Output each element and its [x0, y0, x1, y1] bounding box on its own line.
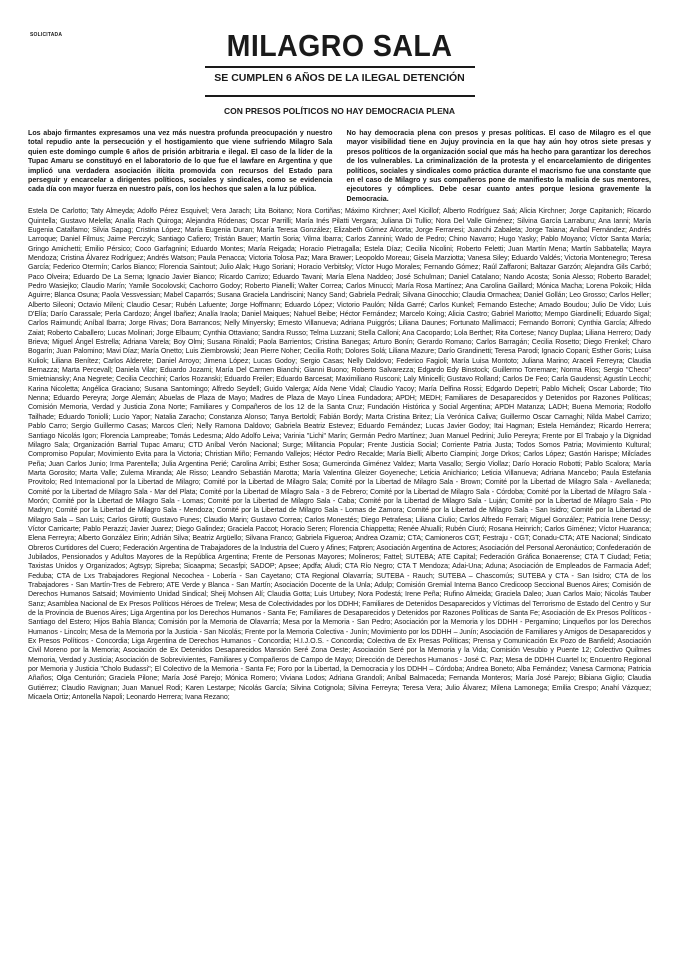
- subtitle-rule: [205, 95, 475, 97]
- page-title: MILAGRO SALA: [226, 28, 453, 63]
- title-rule: [205, 66, 475, 68]
- subtitle: SE CUMPLEN 6 AÑOS DE LA ILEGAL DETENCIÓN: [214, 72, 465, 84]
- tagline: CON PRESOS POLÍTICOS NO HAY DEMOCRACIA PLENA: [223, 106, 456, 116]
- section-tag: SOLICITADA: [30, 32, 63, 38]
- header: [28, 28, 651, 117]
- intro-right-paragraph: No hay democracia plena con presos y presas políticas. El caso de Milagro es el que mayor visibilidad tiene en Jujuy provincia en la que hay aún hoy otros siete presas y presos políticos de la organización social que más ha hecho para garantizar los derechos de los vulnerables. La criminalización de la protesta y el encarcelamiento de dirigentes políticos, sociales y sindicales como práctica durante el macrismo fue una constante que en el caso de Milagro y sus compañeros pone de manifiesto la malicia de sus mentores, ejecutores y cómplices. Debe cesar cuanto antes porque lesiona gravemente la Democracia.: [346, 129, 651, 203]
- intro-left-paragraph: Los abajo firmantes expresamos una vez más nuestra profunda preocupación y nuestro total repudio ante la persecución y el hostigamiento que viene sufriendo Milagro Sala quien este domingo cumple 6 años de prisión arbitraria e ilegal. El caso de la líder de la Tupac Amaru se constituyó en el laboratorio de lo que fue el lawfare en Argentina y que implicó una verdadera asociación ilícita promovida con recursos del Estado para perseguir y encarcelar a dirigentes políticos, sociales y sindicales, como se evidencia cada día con mayor fuerza en nuestro país, con los hechos que salen a la luz pública.: [28, 129, 333, 194]
- signatories-list: Estela De Carlotto; Taty Almeyda; Adolfo Pérez Esquivel; Vera Jarach; Lita Boitano; Nora Cortiñas; Máximo Kirchner; Axel Kicillof; Alberto Rodríguez Saá; Alicia Kirchner; Jorge Capitanich; Ricardo Quintella; Gustavo Melella; Analía Rach Quiroga; Alejandra Ródenas; Oscar Parrilli; María Inés Pilatti Vergara; Juliana Di Tullio; Nora Del Valle Giménez; Silvina García Larraburu; Ana Ianni; María Eugenia Catalfamo; Silvia Sapag; Cristina López; María Eugenia Duran; María Teresa González; Elizabeth Gómez Alcorta; Jorge Ferraresi; Juanchi Zabaleta; Jorge Taiana; Aníbal Fernández; Andrés Larroque; Daniel Filmus; Jaime Perczyk; Santiago Cafiero; Tristán Bauer; Martín Soria; Vilma Ibarra; Carlos Zannini; Wado de Pedro; Chino Navarro; Hugo Yasky; Pablo Moyano; Víctor Santa María; Gringo Amichetti; Emilio Pérsico; Coco Garfagnini; Eduardo Montes; María Reigada; Horacio Pietragalla; Estela Díaz; Cecilia Nicolini; Roberto Feletti; Juan Martín Mena; Martín Sabbatella; Mayra Mendoza; Cristina Álvarez Rodríguez; Andrés Watson; Paula Penacca; Victoria Tolosa Paz; Mara Brawer; Leopoldo Moreau; Gisela Marziotta; Vanesa Siley; Eduardo Valdés; Victoria Montenegro; Teresa García; Federico Otermín; Carlos Bianco; Florencia Saintout; Julio Alak; Hugo Soriani; Horacio Verbitsky; Víctor Hugo Morales; Fernando Gómez; Raúl Zaffaroni; Baltazar Garzón; Alejandra Gils Carbó; Paco Olveira; Eduardo De La Serna; Ignacio Javier Bianco; Ricardo Carrizo; Eduardo Tavani; María Elena Naddeo; José Schulman; Daniel Catalano; Nando Acosta; Sonia Alesso; Roberto Baradel; Pedro Wasiejko; Claudio Marín; Yamile Socolovski; Cachorro Godoy; Roberto Pianelli; Walter Correa; Carlos Minucci; María Rosa Martínez; Ana Carolina Gaillard; Mónica Macha; Lorena Pokoik; Hilda Aguirre; Blanca Osuna; Paola Vessvessian; Mabel Caparrós; Susana Graciela Landriscini; Nancy Sand; Gabriela Pedrali; Silvana Ginocchio; Claudia Ormachea; Daniel Gollán; Leo Grosso; Carlos Heller; Alberto Sileoni; Octavio Mileni; Claudio Cesar; Rubén Lafuente; Jorge Hoffmann; Eduardo López; Victorio Paulón; Nilda Garré; Carlos Kunkel; Fernando Esteche; Amado Boudou; Julio De Vido; Luis D'Elía; Darío Carassale; Perla Cardozo; Ángel Ibañez; Analía Iraola; Daniel Maiques; Nahuel Beibe; Héctor Fernández; Marcelo Koing; Alicia Castro; Gabriel Mariotto; Mempo Giardinelli; Eduardo Sigal; Carlos Raimundi; Aníbal Ibarra; Jorge Rivas; Dora Barrancos; Nelly Minyersky; Ernesto Villanueva; Adriana Puiggrós; Liliana Daunes; Fortunato Mallimacci; Fernando Borroni; Cynthia García; Alfredo Zaiat; Roberto Caballero; Lucas Molinari; Jorge Elbaum; Cynthia Ottaviano; Sandra Russo; Telma Luzzani; Stella Calloni; Ana Cacopardo; Lola Berthet; Rita Cortese; Nancy Duplaa; Liliana Herrero; Dady Brieva; Miguel Ángel Estrella; Adriana Varela; Boy Olmi; Susana Rinaldi; Paola Barrientos; Cristina Banegas; Arturo Bonín; Gerardo Romano; Carlos Barragán; Cecilia Rosetto; Diego Frenkel; Charo Bogarín; Juan Palomino; Mavi Díaz; María Onetto; Luis Ziembrowski; Jean Pierre Noher; Cecilia Roth; Dolores Solá; Liliana Mazure; Darío Grandinetti; Teresa Parodi; Ignacio Copani; Esther Goris; Luisa Kuliok; Liliana Benítez; Carlos Alderete; Daniel Arroyo; Jimena López; Lucas Godoy; Sergio Casas; Nelly Daldovo; Federico Fagioli; María Luisa Montoto; Juliana Marino; Araceli Ferreyra; Claudia Bernazza; Marta Percevall; Daniela Vilar; Eduardo Jozami; María Del Carmen Bianchi; Gianni Buono; Roberto Salvarezza; Edgardo Edy Binstock; Guillermo Torremare; Norma Ríos; Sergio "Checo" Smietniansky; Ana Negrete; Cecilia Cecchini; Carlos Rozanski; Eduardo Freiler; Eduardo Barcesat; Maximiliano Rusconi; Laly Minicelli; Gustavo Rolland; Carlos De Feo; Carla Gaudensi; Agustín Lecchi; Karina Nicoletta; Angélica Graciano; Susana Santomingo; Alfredo Seydell; Guido Valerga; Aída Nene Vidal; Claudio Yacoy; María Delfina Rossi; Edgardo Depetri; Pablo Micheli; Oscar Laborde; Tito Nenna; Eduardo Pereyra; Jorge Alemán; Abuelas de Plaza de Mayo; Madres de Plaza de Mayo Línea Fundadora; APDH; MEDH; Familiares de Desaparecidos y Detenidos por Razones Políticas; Comisión Memoria, Verdad y Justicia Zona Norte; Familiares y Compañeros de los 12 de la Santa Cruz; Fundación Histórica y Social Argentina; APDH Matanza; LADH; Buena Memoria; Rodolfo Tailhade; Eduardo Toniolli; Lucio Yapor; Natalia Zaracho; Constanza Alonso; Tanya Bertoldi; Fabián Bordy; Marta Cristina Britez; Lía Verónica Caliva; Guillermo Oscar Carnaghi; Nilda Mabel Carrizo; Pablo Carro; Sergio Guillermo Casas; Marcos Cleri; Nelly Ramona Daldovo; Gabriela Beatriz Estevez; Eduardo Fernández; Lucas Javier Godoy; Itai Hagman; Estela Hernández; Ricardo Herrera; Santiago Nicolás Igon; Florencia Lampreabe; Tomás Ledesma; Aldo Adolfo Leiva; Varinia "Lichi" Marín; Germán Pedro Martínez; Juan Manuel Pedrini; Julio Pereyra; Frente por El Trabajo y la Dignidad Milagro Sala; Organización Barrial Tupac Amaru; CTD Aníbal Verón Nacional; Surge; Militancia Popular; Frente Justicia Social; Corriente Patria Justa; Todos Somos Patria; Movimiento Kultural; Compromiso Popular; Movimiento Evita para la Victoria; Christian Miño; Fernando Vallejos; Héctor Pedro Recalde; María Bielli; Alberto Ciampini; Jorge Drkos; Carlos López; Gastón Harispe; Milcíades Peña; Juan Carlos Junio; Irma Parentella; Julia Argentina Perié; Carolina Arribi; Esther Sosa; Gumercinda Giménez Valdez; Marta Vasallo; Sergio Viollaz; Darío Horacio Robotti; Pablo Scalora; María Marta Gorosito; Marta Valle; Zulema Miranda; Ale Risso; Leandro Sebastián Marotta; María Valentina Gleizer Goyeneche; Leticia Anichiarico; Leticia Villanueva; Adriana Mancebo; Paula Estefania Provitolo; Red Internacional por la Libertad de Milagro; Comité por la Libertad de Milagro Sala; Comité por la Libertad de Milagro Sala - Brown; Comité por la Libertad de Milagro Sala - Avellaneda; Comité por la Libertad de Milagro Sala - Mar del Plata; Comité por la Libertad de Milagro Sala - 3 de Febrero; Comité por la Libertad de Milagro Sala - Córdoba; Comité por la Libertad de Milagro Sala - Morón; Comité por la Libertad de Milagro Sala - Lomas; Comité por la Libertad de Milagro Sala - Caba; Comité por la Libertad de Milagro Sala - Luján; Comité por la Libertad de Milagro Sala - Pto Madryn; Comité por la Libertad de Milagro Sala - Mendoza; Comité por la Libertad de Milagro Sala - Lomas de Zamora; Comité por la Libertad de Milagro Sala - San Isidro; Comité por la Libertad de Milagro Sala – San Luis; Carlos Girotti; Gustavo Funes; Claudio Marin; Gustavo Correa; Carlos Monestés; Diego Petrafesa; Liliana Ciulio; Carlos Alfredo Ferrari; Miguel González; Patricia Irene Dessy; Víctor Carricarte; Pablo Perazzi; Javier Juarez; Diego Galindez; Graciela Paccot; Horacio Seren; Florencia Chiappetta; Renée Ahualli; Rubén Ciuró; Rosana Heinrich; Carlos Giménez; Víctor Huaranca; Elena Ferreyra; Alberto González Eirin; Adrián Silva; Beatriz Argüello; Silvana Franco; Gabriela Figueroa; Andrea Ozamiz; CTA; Camioneros CGT; Festraju - CGT; Conadu-CTA; ATE Nacional; Sindicato Obreros Curtidores del Cuero; Federación Argentina de Trabajadores de la Industria del Cuero y Afines; Fatpren; Asociación Argentina de Actores; Asociación del Personal Aeronáutico; Confederación de Jubilados, Pensionados y Adultos Mayores de la República Argentina; Frente de Personas Mayores; Molineros; Fattel; SUTEBA; ATE Capital; Federación Gráfica Bonaerense; CTA T Ciudad; Fetia; Taxistas Unidos y Organizados; Agtsyp; Sipreba; Sicaapma; Secasfpi; SADOP; Apsee; Apdfa; Aludi; CTA Río Negro; CTA T Mendoza; Adai-Una; Aduna; Asociación de Empleados de Farmacia Adef; Feduba; CTA de Lxs Trabajadores Regional Necochea - Lobería - San Cayetano; CTA Regional Olavarría; SUTEBA - Rauch; SUTEBA – Chascomús; SUTEBA y CTA - San Isidro; CTA de los Trabajadores - San Martín-Tres de Febrero; ATE Verde y Blanca - San Martín; Asociación Docente de la Unla; Adulp; Comisión Gremial Interna Banco Credicoop Seccional Buenos Aires; Comisión de Derechos Humanos Satsaid; Movimiento Unidad Sindical; Sheij Mohsen Alí; Claudia Gotta; Luis Urtubey; Nora Podestá; Irene Peña; Rufino Almeida; Graciela Daleo; Juan Carlos Maio; Nicolás Tauber Sanz; Asamblea Nacional de Ex Presos Políticos Héroes de Trelew; Mesa de Colectividades por los DDHH; Familiares de Detenidos Desaparecidos y Víctimas del Terrorismo de Estado del Centro y Sur de la Provincia de Buenos Aires; Liga Argentina por los Derechos Humanos - Santa Fe; Familiares de Desaparecidos y Detenidos por Razones Políticas de Santa Fe; Asociación de Ex Presos Políticos - Santiago del Estero; Hijos Bahía Blanca; Comisión por la Memoria de Olavarría; Mesa por la Memoria - San Pedro; Asociación por la Memoria y los DDHH - Pergamino; Linqueños por los Derechos Humanos - Lincoln; Mesa de la Memoria por la Justicia - San Nicolás; Frente por la Memoria Colectiva - Junín; Movimiento por los DDHH – Junín; Asociación de Familiares y Amigos de Desaparecidos y Ex Presos Políticos - Concordia; Liga Argentina de Derechos Humanos - Concordia; H.I.J.O.S. - Concordia; Colectiva de Ex Presas Políticas; Prensa y Comunicación Ex Pozo de Banfield; Asociación Civil Moreno por la Memoria; Asociación de Ex Detenidos Desaparecidos Mansión Seré Zona Oeste; Asociación Seré por la Memoria y la Vida; Comisión Vesubio y Puente 12; Colectivo Quilmes Memoria, Verdad y Justicia; Asociación de Sobrevivientes, Familiares y Compañeros de Campo de Mayo; Dirección de Derechos Humanos - José C. Paz; Mesa de DDHH Cuartel Ix; Encuentro Regional por Memoria y Justicia "Cholo Budassi"; El Colectivo de la Memoria - Santa Fe; Foro por la Libertad, la Democracia y los DDHH – Córdoba; Andrea Boneto; Alba Fernández; Vanesa Carmona; Patricia Añaños; Olga Centurión; Graciela Pilone; María José Parejo; Mónica Romero; Viviana Lodos; Adriana Grandoli; Aníbal Balmaceda; Fernanda Monteros; María José Parejo; Bibiana Giglio; Claudia Gutiérrez; Claudio Ravignan; Juan Manuel Rodi; Karen Lestarpe; Nicolás García; Silvina Cotignola; Silvina Ferreyra; Teresa Vera; Julio Álvarez; Milena Lamonega; Emilia Crespo; Anahí Vázquez; Micaela Ortiz; Antonella Napoli; Leonardo Herrera; Ivana Rezano;: [28, 208, 651, 702]
- intro-columns: [28, 129, 651, 204]
